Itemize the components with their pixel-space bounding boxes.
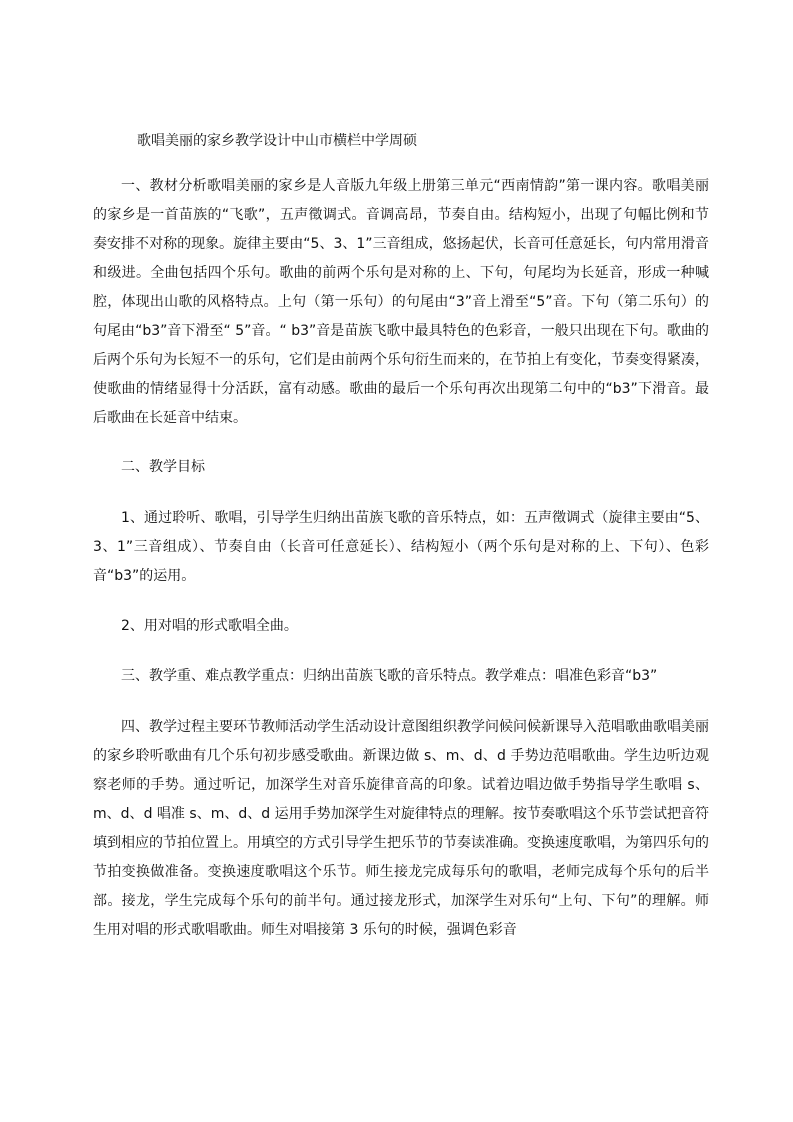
section-textbook-analysis: 一、教材分析歌唱美丽的家乡是人音版九年级上册第三单元“西南情韵”第一课内容。歌唱美丽的家乡是一首苗族的“飞歌”，五声徵调式。音调高昂，节奏自由。结构短小，出现了句幅比例和节奏安排不对称的现象。旋律主要由“5、3、1”三音组成，悠扬起伏，长音可任意延长，句内常用滑音和级进。全曲包括四个乐句。歌曲的前两个乐句是对称的上、下句，句尾均为长延音，形成一种喊腔，体现出山歌的风格特点。上句（第一乐句）的句尾由“3”音上滑至“5”音。下句（第二乐句）的句尾由“b3”音下滑至“ 5”音。“ b3”音是苗族飞歌中最具特色的色彩音，一般只出现在下句。歌曲的后两个乐句为长短不一的乐句，它们是由前两个乐句衍生而来的，在节拍上有变化，节奏变得紧凑，使歌曲的情绪显得十分活跃，富有动感。歌曲的最后一个乐句再次出现第二句中的“b3”下滑音。最后歌曲在长延音中结束。	[93, 178, 709, 426]
section-heading-teaching-goals: 二、教学目标	[121, 459, 205, 475]
goal-item-1: 1、通过聆听、歌唱，引导学生归纳出苗族飞歌的音乐特点，如：五声徵调式（旋律主要由“5、3、1”三音组成）、节奏自由（长音可任意延长）、结构短小（两个乐句是对称的上、下句）、色彩音“b3”的运用。	[93, 510, 709, 584]
section-key-and-difficult-points: 三、教学重、难点教学重点：归纳出苗族飞歌的音乐特点。教学难点：唱准色彩音“b3”	[121, 668, 658, 684]
document-title: 歌唱美丽的家乡教学设计中山市横栏中学周硕	[137, 133, 417, 149]
goal-item-2: 2、用对唱的形式歌唱全曲。	[121, 618, 298, 634]
section-teaching-process: 四、教学过程主要环节教师活动学生活动设计意图组织教学问候问候新课导入范唱歌曲歌唱美丽的家乡聆听歌曲有几个乐句初步感受歌曲。新课边做 s、m、d、d 手势边范唱歌曲。学生边听边观察老师的手势。通过听记，加深学生对音乐旋律音高的印象。试着边唱边做手势指导学生歌唱 s、m、d、d 唱准 s、m、d、d 运用手势加深学生对旋律特点的理解。按节奏歌唱这个乐节尝试把音符填到相应的节拍位置上。用填空的方式引导学生把乐节的节奏读准确。变换速度歌唱，为第四乐句的节拍变换做准备。变换速度歌唱这个乐节。师生接龙完成每乐句的歌唱，老师完成每个乐句的后半部。接龙，学生完成每个乐句的前半句。通过接龙形式，加深学生对乐句“上句、下句”的理解。师生用对唱的形式歌唱歌曲。师生对唱接第 3 乐句的时候，强调色彩音	[93, 719, 709, 938]
paragraph-spacer	[93, 591, 709, 612]
paragraph-spacer	[93, 482, 709, 504]
paragraph-spacer	[93, 433, 709, 453]
document-body	[93, 126, 709, 945]
paragraph-spacer	[93, 691, 709, 713]
paragraph-spacer	[93, 641, 709, 662]
